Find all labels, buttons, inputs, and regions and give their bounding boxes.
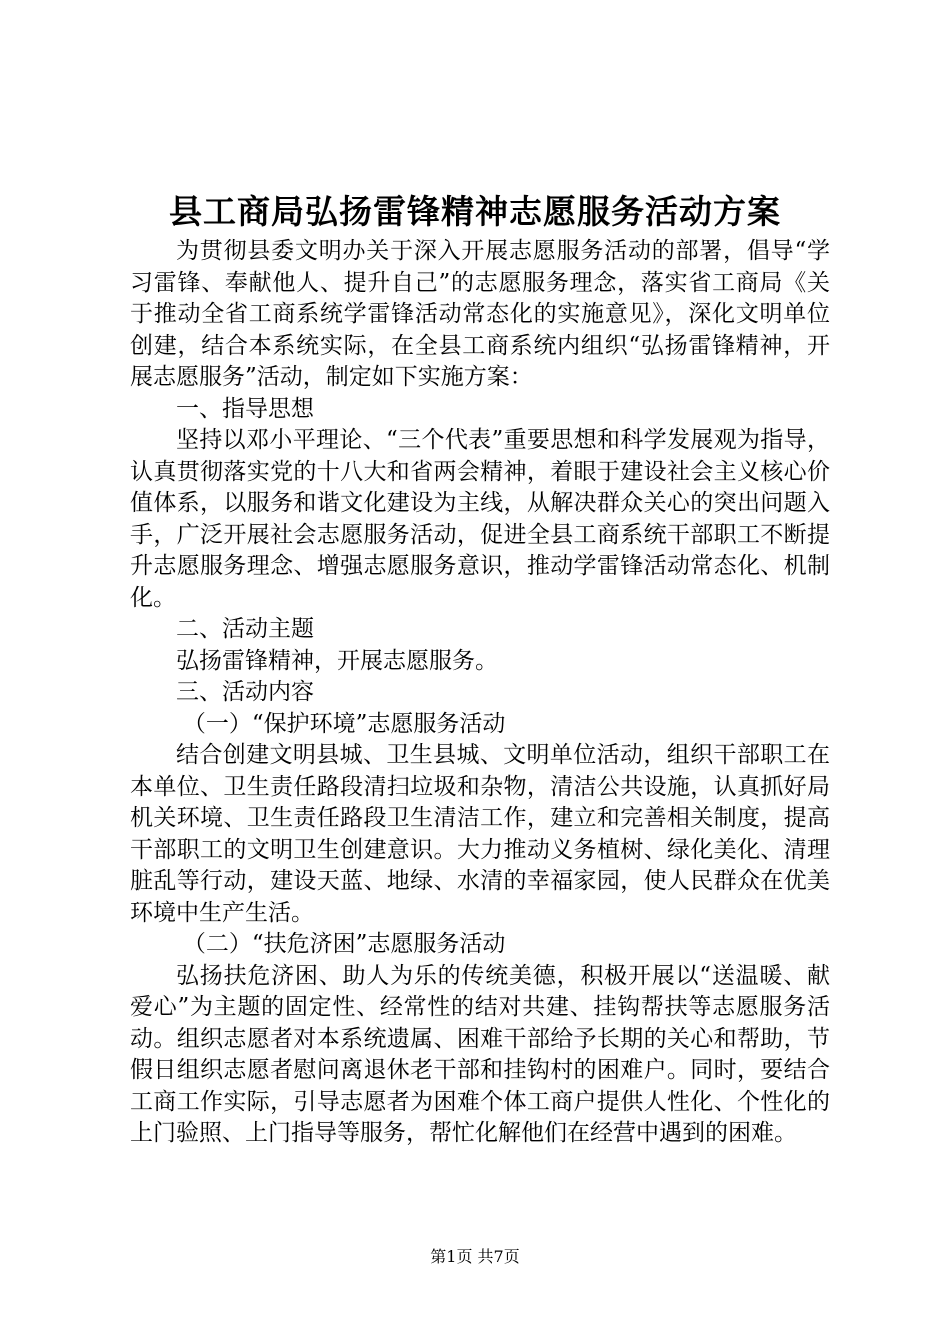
section-heading-guiding-ideology: 一、指导思想 bbox=[176, 395, 314, 422]
page-number-footer: 第1页 共7页 bbox=[430, 1247, 520, 1266]
section-heading-activity-theme: 二、活动主题 bbox=[176, 616, 314, 642]
document-body bbox=[130, 236, 830, 1150]
intro-paragraph: 为贯彻县委文明办关于深入开展志愿服务活动的部署，倡导“学习雷锋、奉献他人、提升自己”的志愿服务理念，落实省工商局《关于推动全省工商系统学雷锋活动常态化的实施意见》，深化文明单位创建，结合本系统实际，在全县工商系统内组织“弘扬雷锋精神，开展志愿服务”活动，制定如下实施方案： bbox=[130, 238, 830, 390]
document-title: 县工商局弘扬雷锋精神志愿服务活动方案 bbox=[169, 192, 781, 231]
subsection-heading-assistance: （二）“扶危济困”志愿服务活动 bbox=[182, 931, 506, 957]
section-heading-activity-content: 三、活动内容 bbox=[176, 679, 314, 705]
environment-paragraph: 结合创建文明县城、卫生县城、文明单位活动，组织干部职工在本单位、卫生责任路段清扫垃圾和杂物，清洁公共设施，认真抓好局机关环境、卫生责任路段卫生清洁工作，建立和完善相关制度，提高干部职工的文明卫生创建意识。大力推动义务植树、绿化美化、清理脏乱等行动，建设天蓝、地绿、水清的幸福家园，使人民群众在优美环境中生产生活。 bbox=[130, 742, 830, 926]
subsection-heading-environment: （一）“保护环境”志愿服务活动 bbox=[182, 710, 506, 737]
activity-theme-paragraph: 弘扬雷锋精神，开展志愿服务。 bbox=[176, 647, 498, 674]
assistance-paragraph: 弘扬扶危济困、助人为乐的传统美德，积极开展以“送温暖、献爱心”为主题的固定性、经常性的结对共建、挂钩帮扶等志愿服务活动。组织志愿者对本系统遗属、困难干部给予长期的关心和帮助，节假日组织志愿者慰问离退休老干部和挂钩村的困难户。同时，要结合工商工作实际，引导志愿者为困难个体工商户提供人性化、个性化的上门验照、上门指导等服务，帮忙化解他们在经营中遇到的困难。 bbox=[130, 962, 830, 1146]
guiding-ideology-paragraph: 坚持以邓小平理论、“三个代表”重要思想和科学发展观为指导，认真贯彻落实党的十八大和省两会精神，着眼于建设社会主义核心价值体系，以服务和谐文化建设为主线，从解决群众关心的突出问题入手，广泛开展社会志愿服务活动，促进全县工商系统干部职工不断提升志愿服务理念、增强志愿服务意识，推动学雷锋活动常态化、机制化。 bbox=[130, 427, 830, 611]
